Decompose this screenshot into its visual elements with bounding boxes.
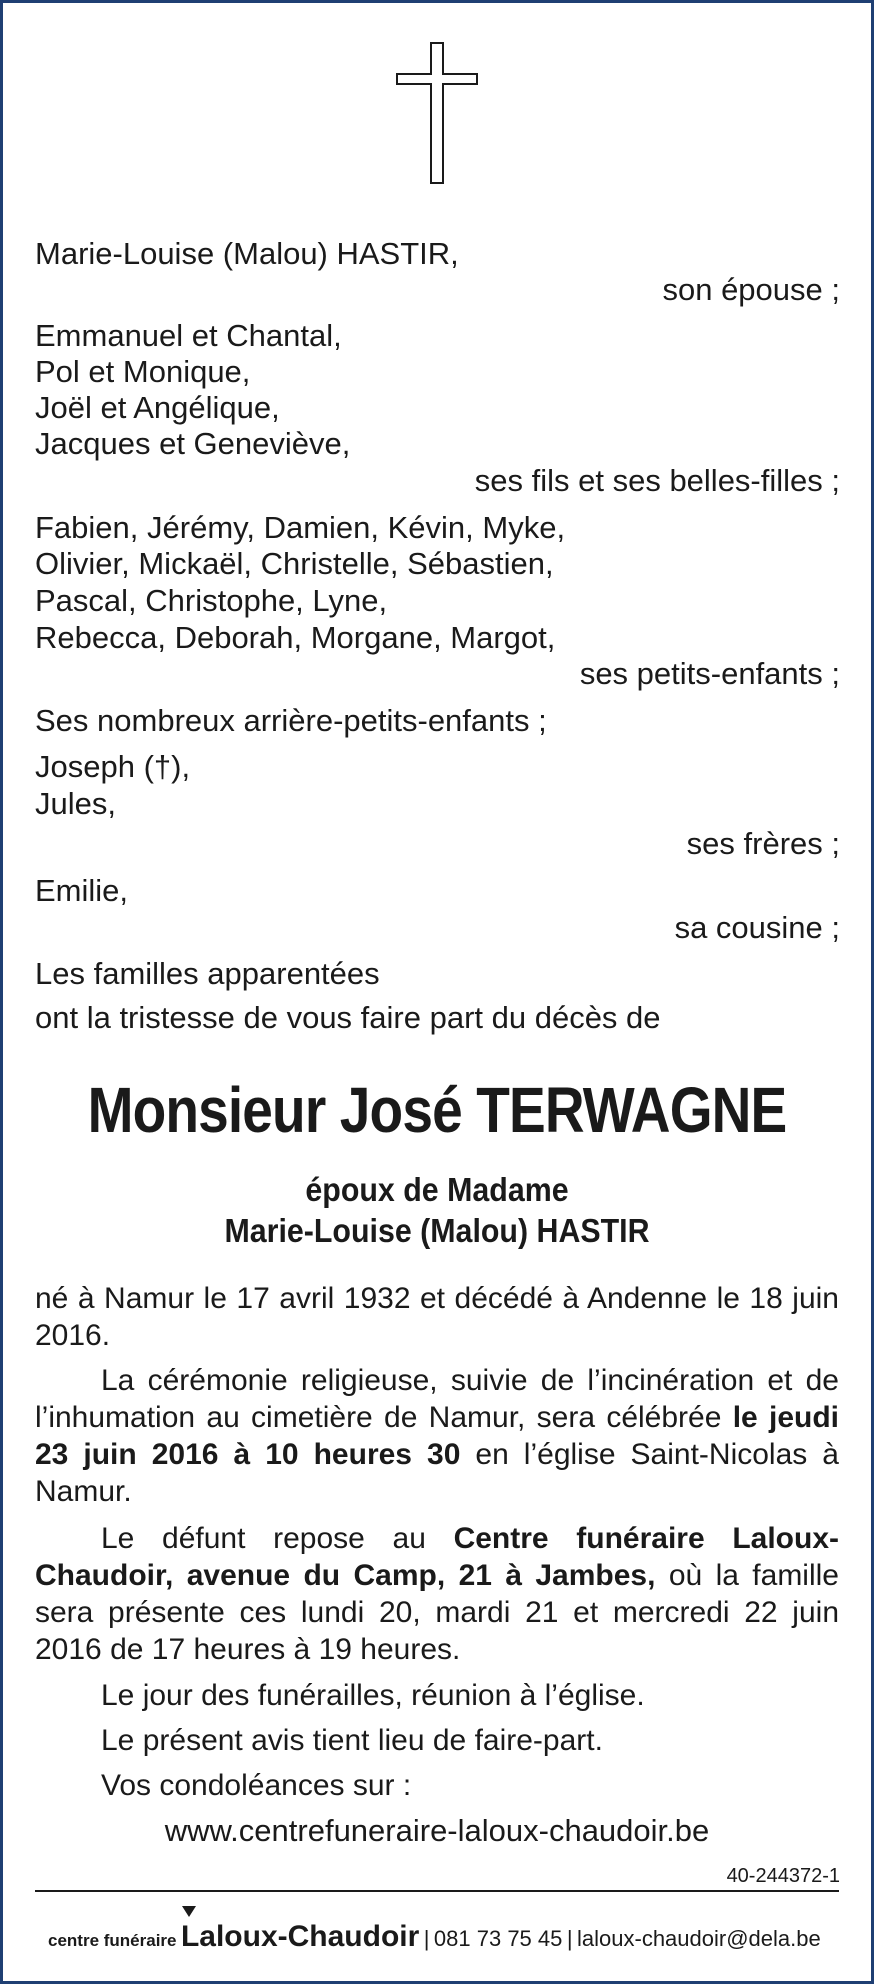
family-line: Fabien, Jérémy, Damien, Kévin, Myke, — [35, 510, 566, 545]
notice-text: Le présent avis tient lieu de faire-part. — [101, 1724, 603, 1757]
spouse-line: époux de Madame — [305, 1171, 569, 1208]
family-line: Joël et Angélique, — [35, 390, 280, 425]
funeral-home-footer — [48, 1920, 821, 1960]
relation-line: ses frères ; — [686, 826, 840, 861]
visitation-hours: où la famille sera présente ces lundi 20, mardi 21 et mercredi 22 juin 2016 de 17 heures à 19 heures. — [35, 1559, 839, 1666]
family-line: Ses nombreux arrière-petits-enfants ; — [35, 703, 547, 738]
family-line: Pascal, Christophe, Lyne, — [35, 583, 388, 618]
family-line: Olivier, Mickaël, Christelle, Sébastien, — [35, 546, 554, 581]
logo-triangle-icon — [182, 1906, 196, 1917]
funeral-home-logo — [181, 1920, 419, 1953]
family-line: Pol et Monique, — [35, 354, 251, 389]
footer-email[interactable]: laloux-chaudoir@dela.be — [577, 1926, 821, 1951]
footer-phone[interactable]: 081 73 75 45 — [433, 1926, 563, 1951]
ceremony-place: en l’église Saint-Nicolas à Namur. — [35, 1438, 839, 1508]
ceremony-paragraph — [35, 1362, 839, 1510]
ceremony-text: La cérémonie religieuse, suivie de l’incinération et de l’inhumation au cimetière de Namur, sera célébrée — [35, 1364, 839, 1434]
relation-line: ses fils et ses belles-filles ; — [474, 463, 840, 498]
condolences-label: Vos condoléances sur : — [101, 1769, 412, 1802]
visitation-text: Le défunt repose au — [101, 1522, 454, 1555]
relation-line: son épouse ; — [662, 272, 840, 307]
family-line: Jacques et Geneviève, — [35, 426, 351, 461]
relation-line: sa cousine ; — [674, 910, 840, 945]
divider — [35, 1890, 839, 1892]
cross-icon — [396, 42, 478, 184]
ceremony-date: le jeudi 23 juin 2016 à 10 heures 30 — [35, 1401, 839, 1471]
funeral-home-address: Centre funéraire Laloux-Chaudoir, avenue du Camp, 21 à Jambes, — [35, 1522, 839, 1592]
family-line: Rebecca, Deborah, Morgane, Margot, — [35, 620, 556, 655]
relation-line: ses petits-enfants ; — [579, 656, 840, 691]
reference-number: 40-244372-1 — [726, 1865, 840, 1887]
separator: | — [423, 1926, 430, 1951]
family-line: ont la tristesse de vous faire part du décès de — [35, 1000, 661, 1035]
funeral-meeting: Le jour des funérailles, réunion à l’église. — [101, 1679, 645, 1712]
family-line: Joseph (†), — [35, 749, 191, 784]
spouse-name: Marie-Louise (Malou) HASTIR — [224, 1212, 650, 1249]
deceased-name: Monsieur José TERWAGNE — [87, 1074, 787, 1146]
family-line: Jules, — [35, 786, 116, 821]
family-line: Emmanuel et Chantal, — [35, 318, 342, 353]
family-line: Emilie, — [35, 873, 129, 908]
footer-prefix: centre funéraire — [48, 1931, 177, 1950]
separator: | — [566, 1926, 573, 1951]
brand-name: Laloux-Chaudoir — [180, 1920, 420, 1953]
birth-death-paragraph: né à Namur le 17 avril 1932 et décédé à Andenne le 18 juin 2016. — [35, 1282, 839, 1352]
family-line: Les familles apparentées — [35, 956, 380, 991]
condolences-url[interactable]: www.centrefuneraire-laloux-chaudoir.be — [164, 1813, 710, 1848]
family-line: Marie-Louise (Malou) HASTIR, — [35, 236, 459, 271]
visitation-paragraph — [35, 1520, 839, 1668]
